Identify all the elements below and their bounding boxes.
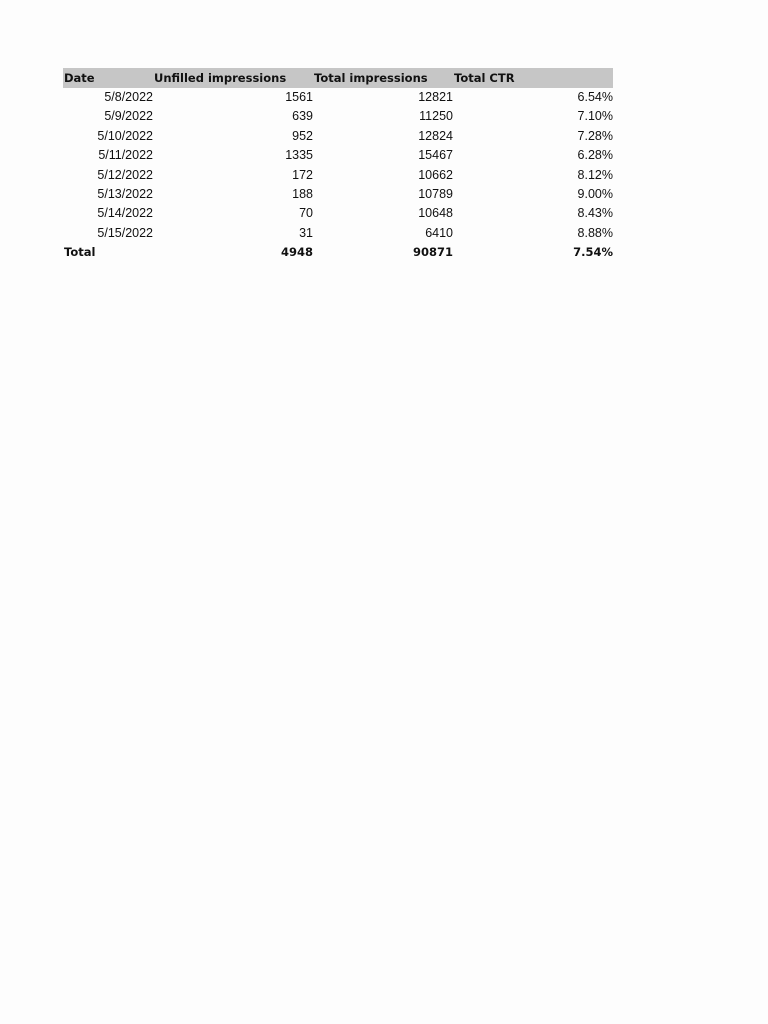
cell-total-impressions: 15467 xyxy=(418,148,453,163)
cell-total-impressions: 11250 xyxy=(419,109,453,124)
cell-unfilled-impressions: 639 xyxy=(292,109,313,124)
table-row xyxy=(63,166,613,185)
cell-total-impressions: 10789 xyxy=(418,186,453,201)
spreadsheet-table xyxy=(63,68,613,263)
total-label: Total xyxy=(64,245,96,260)
header-total-ctr: Total CTR xyxy=(454,71,515,85)
cell-total-ctr: 6.28% xyxy=(577,148,613,163)
cell-total-impressions: 10662 xyxy=(418,167,453,182)
table-total-row xyxy=(63,243,613,262)
cell-unfilled-impressions: 188 xyxy=(292,186,313,201)
cell-total-impressions: 12821 xyxy=(418,90,453,104)
cell-unfilled-impressions: 952 xyxy=(292,128,313,143)
table-row xyxy=(63,204,613,223)
cell-unfilled-impressions: 70 xyxy=(299,206,313,221)
table-row xyxy=(63,146,613,165)
total-total-impressions: 90871 xyxy=(412,245,453,260)
table-row xyxy=(63,127,613,146)
header-date: Date xyxy=(64,71,95,85)
cell-unfilled-impressions: 1335 xyxy=(285,148,313,163)
cell-total-impressions: 12824 xyxy=(418,128,453,143)
table-row xyxy=(63,185,613,204)
cell-total-ctr: 7.10% xyxy=(577,109,613,124)
cell-total-ctr: 6.54% xyxy=(577,90,613,104)
table-row xyxy=(63,107,613,126)
cell-unfilled-impressions: 31 xyxy=(299,225,313,240)
total-ctr: 7.54% xyxy=(573,245,613,260)
table-row xyxy=(63,224,613,243)
cell-date: 5/13/2022 xyxy=(97,186,153,201)
cell-date: 5/15/2022 xyxy=(97,225,153,240)
table-header-row xyxy=(63,68,613,88)
cell-total-ctr: 8.12% xyxy=(577,167,613,182)
header-total-impressions: Total impressions xyxy=(314,71,428,85)
cell-total-ctr: 8.88% xyxy=(577,225,613,240)
cell-date: 5/12/2022 xyxy=(97,167,153,182)
total-unfilled-impressions: 4948 xyxy=(280,245,313,260)
cell-total-ctr: 9.00% xyxy=(577,186,613,201)
cell-unfilled-impressions: 172 xyxy=(292,167,313,182)
cell-date: 5/9/2022 xyxy=(104,109,153,124)
cell-total-ctr: 7.28% xyxy=(577,128,613,143)
cell-unfilled-impressions: 1561 xyxy=(285,90,313,104)
cell-date: 5/11/2022 xyxy=(98,148,153,163)
cell-total-ctr: 8.43% xyxy=(577,206,613,221)
cell-total-impressions: 6410 xyxy=(425,225,453,240)
table-row xyxy=(63,88,613,107)
cell-date: 5/10/2022 xyxy=(97,128,153,143)
header-unfilled-impressions: Unfilled impressions xyxy=(154,71,287,85)
cell-total-impressions: 10648 xyxy=(418,206,453,221)
cell-date: 5/14/2022 xyxy=(97,206,153,221)
cell-date: 5/8/2022 xyxy=(104,90,153,104)
